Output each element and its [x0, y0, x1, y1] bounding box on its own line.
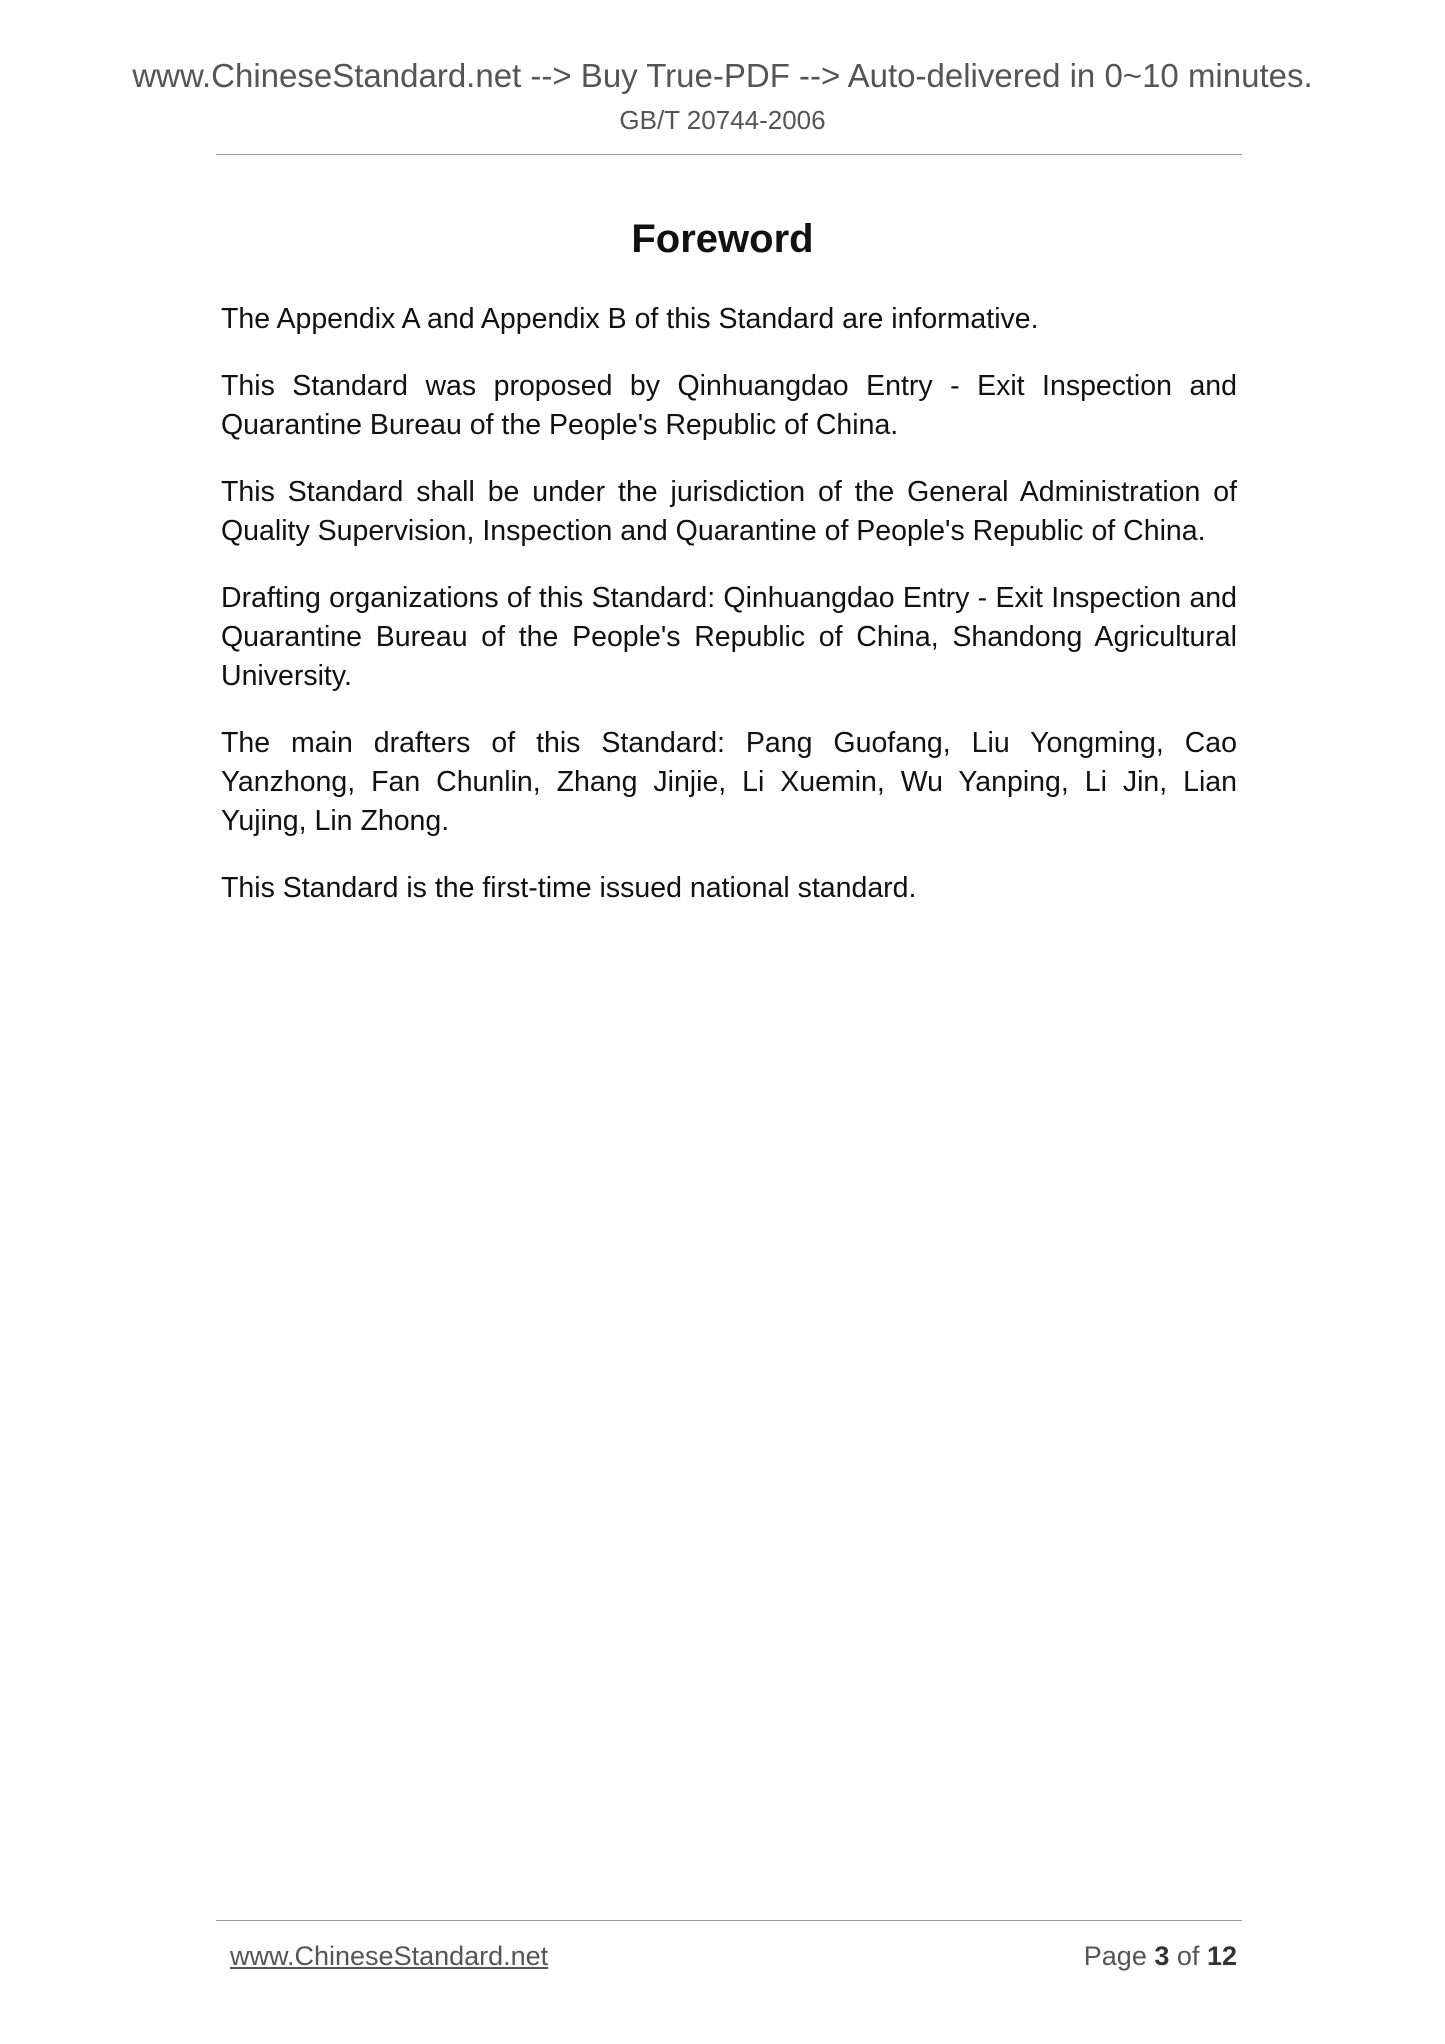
footer-divider	[216, 1920, 1242, 1921]
document-body	[221, 300, 1237, 936]
paragraph-appendix: The Appendix A and Appendix B of this Standard are informative.	[221, 303, 1039, 335]
footer-website-link[interactable]: www.ChineseStandard.net	[230, 1941, 549, 1971]
standard-code: GB/T 20744-2006	[619, 105, 826, 135]
page-total: 12	[1206, 1941, 1237, 1971]
page-word: Page	[1083, 1941, 1147, 1971]
paragraph-drafting-organizations: Drafting organizations of this Standard: Qinhuangdao Entry - Exit Inspection and Quarantine Bureau of the People's Republic of China, Shandong Agricultural University.	[221, 582, 1237, 692]
page-of: of	[1176, 1941, 1200, 1971]
page-current: 3	[1154, 1941, 1170, 1971]
paragraph-jurisdiction: This Standard shall be under the jurisdiction of the General Administration of Quality Supervision, Inspection and Quarantine of People's Republic of China.	[221, 476, 1237, 547]
page-title: Foreword	[631, 217, 814, 261]
header-divider	[216, 154, 1242, 155]
paragraph-proposed-by: This Standard was proposed by Qinhuangdao Entry - Exit Inspection and Quarantine Bureau of the People's Republic of China.	[221, 370, 1237, 441]
paragraph-first-issue: This Standard is the first-time issued national standard.	[221, 872, 917, 904]
header-banner: www.ChineseStandard.net --> Buy True-PDF --> Auto-delivered in 0~10 minutes.	[132, 57, 1313, 94]
paragraph-main-drafters: The main drafters of this Standard: Pang Guofang, Liu Yongming, Cao Yanzhong, Fan Chunlin, Zhang Jinjie, Li Xuemin, Wu Yanping, Li Jin, Lian Yujing, Lin Zhong.	[221, 727, 1237, 837]
page-number	[1084, 1938, 1237, 1974]
